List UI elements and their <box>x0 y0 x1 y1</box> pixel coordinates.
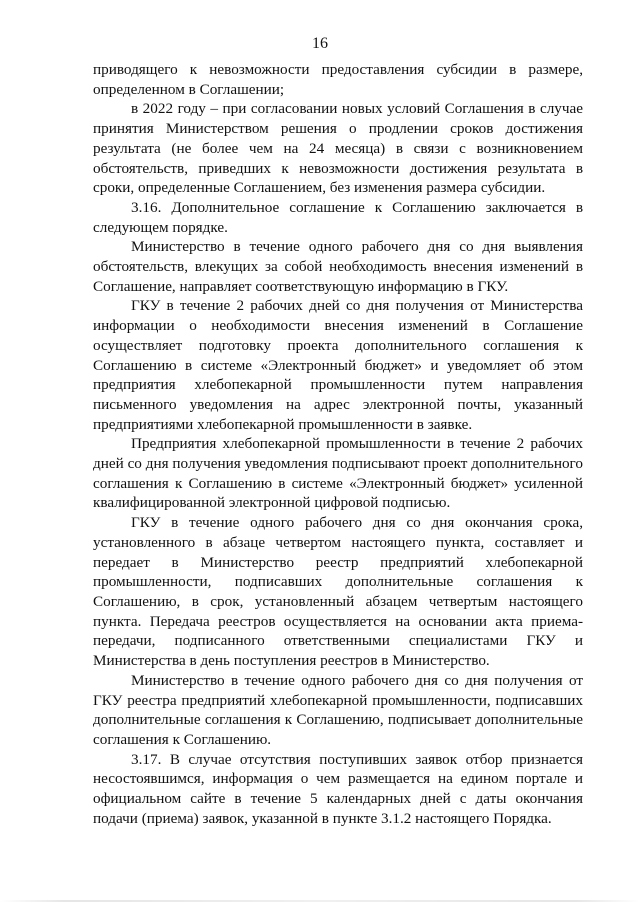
paragraph-3-16: 3.16. Дополнительное соглашение к Соглашению заключается в следующем порядке. <box>93 198 583 236</box>
paragraph-ministry-notice: Министерство в течение одного рабочего дня со дня выявления обстоятельств, влекущих за собой необходимость внесения изменений в Соглашение, направляет соответствующую информацию в ГКУ. <box>93 238 583 295</box>
paragraph-2022-condition: в 2022 году – при согласовании новых условий Соглашения в случае принятия Министерством решения о продлении сроков достижения результата (не более чем на 24 месяца) в связи с возникновением обстоятельств, приведших к невозможности достижения результата в сроки, определенные Соглашением, без изменения размера субсидии. <box>93 100 583 197</box>
paragraph-gku-registry: ГКУ в течение одного рабочего дня со дня окончания срока, установленного в абзаце четвертом настоящего пункта, составляет и передает в Министерство реестр предприятий хлебопекарной промышленности, подписавших дополнительные соглашения к Соглашению, в срок, установленный абзацем четвертым настоящего пункта. Передача реестров осуществляется на основании акта приема-передачи, подписанного ответственными специалистами ГКУ и Министерства в день поступления реестров в Министерство. <box>93 514 583 670</box>
page-bottom-edge <box>0 900 640 902</box>
paragraph-enterprise-signing: Предприятия хлебопекарной промышленности в течение 2 рабочих дней со дня получения уведомления подписывают проект дополнительного соглашения к Соглашению в системе «Электронный бюджет» усиленной квалифицированной электронной цифровой подписью. <box>93 435 583 512</box>
paragraph-gku-preparation: ГКУ в течение 2 рабочих дней со дня получения от Министерства информации о необходимости внесения изменений в Соглашение осуществляет подготовку проекта дополнительного соглашения к Соглашению в системе «Электронный бюджет» и уведомляет об этом предприятия хлебопекарной промышленности путем направления письменного уведомления на адрес электронной почты, указанный предприятиями хлебопекарной промышленности в заявке. <box>93 297 583 433</box>
paragraph-3-17: 3.17. В случае отсутствия поступивших заявок отбор признается несостоявшимся, информация о чем размещается на едином портале и официальном сайте в течение 5 календарных дней с даты окончания подачи (приема) заявок, указанной в пункте 3.1.2 настоящего Порядка. <box>93 750 583 827</box>
document-body <box>93 60 583 828</box>
page-number: 16 <box>312 35 328 52</box>
paragraph-continuation: приводящего к невозможности предоставления субсидии в размере, определенном в Соглашении; <box>93 61 583 98</box>
paragraph-ministry-signing: Министерство в течение одного рабочего дня со дня получения от ГКУ реестра предприятий хлебопекарной промышленности, подписавших дополнительные соглашения к Соглашению, подписывает дополнительные соглашения к Соглашению. <box>93 671 583 748</box>
